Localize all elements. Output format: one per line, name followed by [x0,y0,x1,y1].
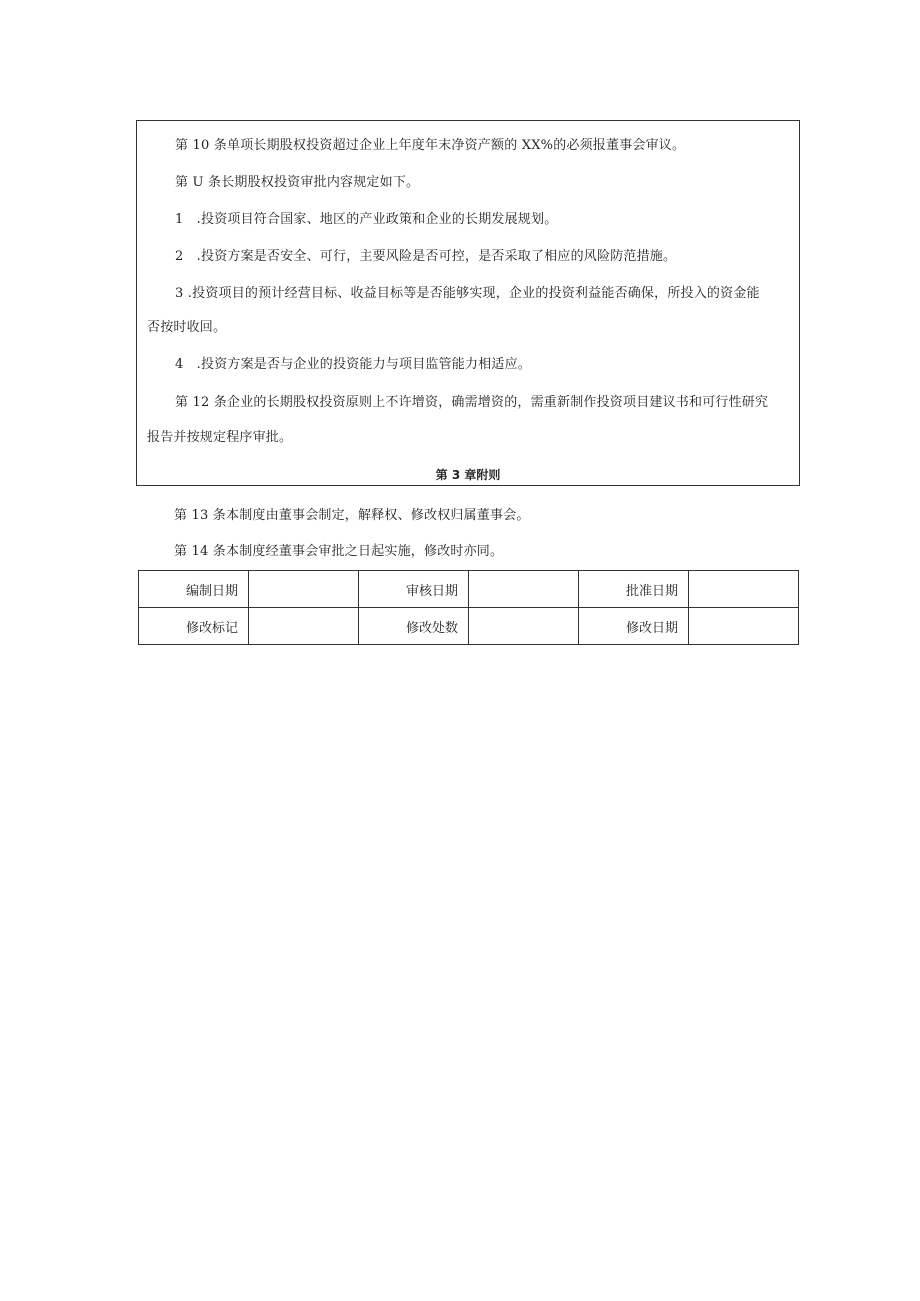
clause-14: 第 14 条本制度经董事会审批之日起实施，修改时亦同。 [174,544,504,559]
approved-date-value [689,571,799,608]
revision-date-label: 修改日期 [579,608,689,645]
revision-mark-value [249,608,359,645]
table-row [139,608,799,645]
compiled-date-value [249,571,359,608]
revision-count-label: 修改处数 [359,608,469,645]
clause-12: 第 12 条企业的长期股权投资原则上不许增资，确需增资的，需重新制作投资项目建议书和可行性研究 [175,395,769,410]
compiled-date-label: 编制日期 [139,571,249,608]
reviewed-date-label: 审核日期 [359,571,469,608]
clause-13: 第 13 条本制度由董事会制定，解释权、修改权归属董事会。 [174,508,530,523]
clause-11-item-3-cont: 否按时收回。 [147,320,227,335]
revision-date-value [689,608,799,645]
clause-11-item-4: 4 .投资方案是否与企业的投资能力与项目监管能力相适应。 [175,357,532,372]
clause-10: 第 10 条单项长期股权投资超过企业上年度年末净资产额的 XX%的必须报董事会审议。 [175,138,686,153]
chapter-heading: 第 3 章附则 [435,468,501,482]
revision-count-value [469,608,579,645]
table-row [139,571,799,608]
clause-12-cont: 报告并按规定程序审批。 [147,430,293,445]
clause-11-item-3: 3 .投资项目的预计经营目标、收益目标等是否能够实现，企业的投资利益能否确保，所投入的资金能 [175,286,760,301]
policy-clauses-box [136,120,800,486]
approved-date-label: 批准日期 [579,571,689,608]
clause-11-item-1: 1 .投资项目符合国家、地区的产业政策和企业的长期发展规划。 [175,212,558,227]
approval-table [138,570,799,645]
clause-11-item-2: 2 .投资方案是否安全、可行，主要风险是否可控，是否采取了相应的风险防范措施。 [175,249,677,264]
reviewed-date-value [469,571,579,608]
clause-11: 第 U 条长期股权投资审批内容规定如下。 [175,175,420,190]
revision-mark-label: 修改标记 [139,608,249,645]
